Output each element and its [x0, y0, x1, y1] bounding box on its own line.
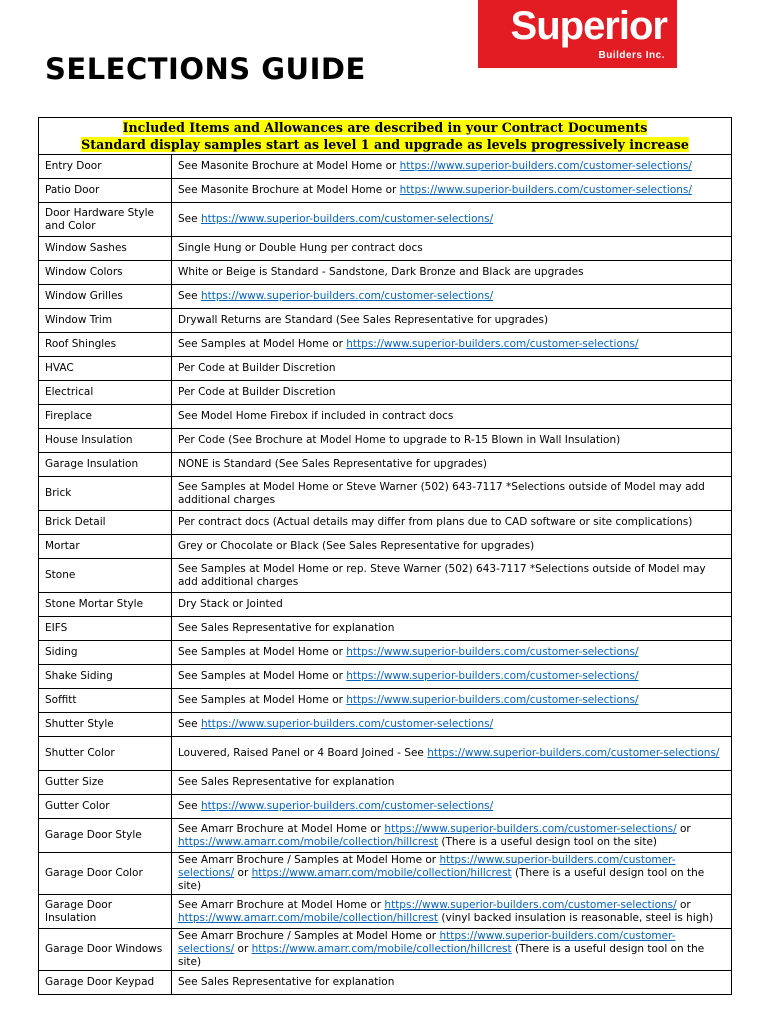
row-description: [172, 795, 732, 819]
selection-link[interactable]: https://www.amarr.com/mobile/collection/hillcrest: [178, 835, 439, 848]
row-label: House Insulation: [39, 429, 172, 453]
table-row: [39, 203, 732, 237]
description-text: (There is a useful design tool on the site): [438, 835, 658, 848]
description-text: See: [178, 213, 201, 225]
description-text: NONE is Standard (See Sales Representative for upgrades): [178, 458, 487, 470]
table-row: [39, 405, 732, 429]
table-row: [39, 713, 732, 737]
selection-link[interactable]: https://www.superior-builders.com/customer-selections/: [346, 670, 639, 682]
description-text: Louvered, Raised Panel or 4 Board Joined - See: [178, 747, 428, 759]
table-row: [39, 665, 732, 689]
row-label: Electrical: [39, 381, 172, 405]
description-text: Drywall Returns are Standard (See Sales Representative for upgrades): [178, 314, 549, 326]
row-description: [172, 429, 732, 453]
table-row: [39, 689, 732, 713]
row-description: [172, 237, 732, 261]
logo-subtitle: Builders Inc.: [598, 50, 665, 61]
row-description: [172, 261, 732, 285]
row-label: HVAC: [39, 357, 172, 381]
description-text: See Masonite Brochure at Model Home or: [178, 184, 400, 196]
selection-link[interactable]: https://www.superior-builders.com/customer-selections/: [427, 747, 720, 759]
table-row: [39, 333, 732, 357]
row-description: [172, 593, 732, 617]
selection-link[interactable]: https://www.superior-builders.com/customer-selections/: [384, 898, 677, 911]
table-row: [39, 593, 732, 617]
row-label: Window Trim: [39, 309, 172, 333]
row-description: [172, 853, 732, 895]
row-description: [172, 203, 732, 237]
row-description: [172, 771, 732, 795]
description-text: or: [234, 943, 252, 955]
table-row: [39, 179, 732, 203]
table-header-row: [39, 118, 732, 155]
table-row: [39, 285, 732, 309]
selections-table: [38, 117, 732, 995]
row-label: Stone: [39, 559, 172, 593]
company-logo: [478, 0, 677, 68]
row-label: Siding: [39, 641, 172, 665]
table-row: [39, 261, 732, 285]
table-row: [39, 477, 732, 511]
row-label: Window Grilles: [39, 285, 172, 309]
selection-link[interactable]: https://www.superior-builders.com/customer-selections/: [200, 718, 494, 730]
table-row: [39, 237, 732, 261]
row-description: [172, 617, 732, 641]
selection-link[interactable]: https://www.amarr.com/mobile/collection/hillcrest: [251, 867, 512, 879]
description-text: See Samples at Model Home or rep. Steve Warner (502) 643-7117 *Selections outside of Model may add additional charges: [178, 562, 706, 588]
table-row: [39, 641, 732, 665]
row-description: [172, 285, 732, 309]
row-description: [172, 309, 732, 333]
header-line-1: Included Items and Allowances are described in your Contract Documents: [122, 120, 648, 135]
table-row: [39, 895, 732, 929]
description-text: or: [234, 867, 252, 879]
selection-link[interactable]: https://www.superior-builders.com/customer-selections/: [399, 160, 692, 172]
description-text: Grey or Chocolate or Black (See Sales Representative for upgrades): [178, 540, 535, 552]
row-label: Window Sashes: [39, 237, 172, 261]
description-text: or: [676, 822, 691, 835]
description-text: Dry Stack or Jointed: [178, 598, 283, 610]
table-row: [39, 511, 732, 535]
table-row: [39, 453, 732, 477]
table-row: [39, 357, 732, 381]
row-description: [172, 405, 732, 429]
selection-link[interactable]: https://www.superior-builders.com/customer-selections/: [200, 800, 494, 812]
row-label: Mortar: [39, 535, 172, 559]
row-description: [172, 477, 732, 511]
description-text: See Samples at Model Home or: [178, 338, 347, 350]
table-row: [39, 819, 732, 853]
row-label: Garage Door Keypad: [39, 971, 172, 995]
description-text: See Amarr Brochure at Model Home or: [178, 898, 385, 911]
description-text: See Samples at Model Home or: [178, 670, 347, 682]
description-text: See Sales Representative for explanation: [178, 976, 395, 988]
row-description: [172, 381, 732, 405]
selection-link[interactable]: https://www.superior-builders.com/customer-selections/: [200, 213, 494, 225]
row-label: Stone Mortar Style: [39, 593, 172, 617]
row-description: [172, 559, 732, 593]
description-text: See Masonite Brochure at Model Home or: [178, 160, 400, 172]
selection-link[interactable]: https://www.superior-builders.com/customer-selections/: [346, 694, 639, 706]
description-text: (There is a useful design tool on the site): [178, 943, 705, 968]
selection-link[interactable]: https://www.superior-builders.com/customer-selections/: [399, 184, 692, 196]
row-label: Window Colors: [39, 261, 172, 285]
row-description: [172, 535, 732, 559]
table-row: [39, 429, 732, 453]
row-label: EIFS: [39, 617, 172, 641]
table-header: [39, 118, 732, 155]
description-text: See: [178, 800, 201, 812]
row-label: Entry Door: [39, 155, 172, 179]
row-label: Garage Door Style: [39, 819, 172, 853]
description-text: See Amarr Brochure at Model Home or: [178, 822, 385, 835]
header-line-2: Standard display samples start as level 1 and upgrade as levels progressively increase: [81, 137, 689, 152]
row-label: Garage Door Color: [39, 853, 172, 895]
selection-link[interactable]: https://www.superior-builders.com/customer-selections/: [346, 338, 639, 350]
row-description: [172, 929, 732, 971]
description-text: (vinyl backed insulation is reasonable, steel is high): [438, 911, 714, 924]
description-text: Per Code at Builder Discretion: [178, 362, 336, 374]
row-label: Brick Detail: [39, 511, 172, 535]
table-row: [39, 771, 732, 795]
description-text: White or Beige is Standard - Sandstone, Dark Bronze and Black are upgrades: [178, 266, 584, 278]
table-row: [39, 155, 732, 179]
description-text: Per Code (See Brochure at Model Home to upgrade to R-15 Blown in Wall Insulation): [178, 434, 621, 446]
row-label: Roof Shingles: [39, 333, 172, 357]
row-label: Garage Insulation: [39, 453, 172, 477]
row-label: Shake Siding: [39, 665, 172, 689]
selection-link[interactable]: https://www.superior-builders.com/customer-selections/: [346, 646, 639, 658]
selection-link[interactable]: https://www.superior-builders.com/customer-selections/: [200, 290, 494, 302]
table-row: [39, 617, 732, 641]
table-row: [39, 971, 732, 995]
row-description: [172, 511, 732, 535]
selection-link[interactable]: https://www.superior-builders.com/customer-selections/: [178, 854, 676, 879]
description-text: See Sales Representative for explanation: [178, 776, 395, 788]
row-label: Shutter Color: [39, 737, 172, 771]
description-text: See Amarr Brochure / Samples at Model Home or: [178, 854, 440, 866]
row-label: Gutter Size: [39, 771, 172, 795]
row-description: [172, 971, 732, 995]
row-description: [172, 689, 732, 713]
row-label: Gutter Color: [39, 795, 172, 819]
row-description: [172, 737, 732, 771]
row-description: [172, 641, 732, 665]
table-row: [39, 381, 732, 405]
row-label: Soffitt: [39, 689, 172, 713]
row-label: Garage Door Windows: [39, 929, 172, 971]
description-text: Per Code at Builder Discretion: [178, 386, 336, 398]
row-description: [172, 665, 732, 689]
selection-link[interactable]: https://www.superior-builders.com/customer-selections/: [384, 822, 677, 835]
description-text: Per contract docs (Actual details may differ from plans due to CAD software or site complications): [178, 516, 693, 528]
row-label: Patio Door: [39, 179, 172, 203]
description-text: See: [178, 718, 201, 730]
row-description: [172, 333, 732, 357]
row-description: [172, 357, 732, 381]
row-label: Garage Door Insulation: [39, 895, 172, 929]
selection-link[interactable]: https://www.amarr.com/mobile/collection/hillcrest: [178, 911, 439, 924]
description-text: See Sales Representative for explanation: [178, 622, 395, 634]
description-text: See: [178, 290, 201, 302]
table-row: [39, 559, 732, 593]
description-text: See Samples at Model Home or Steve Warner (502) 643-7117 *Selections outside of Model may add additional charges: [178, 480, 705, 506]
table-row: [39, 795, 732, 819]
table-row: [39, 853, 732, 895]
description-text: See Model Home Firebox if included in contract docs: [178, 410, 454, 422]
row-description: [172, 453, 732, 477]
page-title: SELECTIONS GUIDE: [45, 52, 366, 86]
table-row: [39, 309, 732, 333]
row-description: [172, 819, 732, 853]
row-description: [172, 155, 732, 179]
selection-link[interactable]: https://www.superior-builders.com/customer-selections/: [178, 930, 676, 955]
logo-brand: Superior: [510, 4, 667, 48]
row-label: Shutter Style: [39, 713, 172, 737]
description-text: or: [676, 898, 691, 911]
description-text: See Samples at Model Home or: [178, 646, 347, 658]
description-text: See Samples at Model Home or: [178, 694, 347, 706]
table-row: [39, 929, 732, 971]
description-text: See Amarr Brochure / Samples at Model Home or: [178, 930, 440, 942]
row-description: [172, 713, 732, 737]
row-label: Brick: [39, 477, 172, 511]
row-label: Door Hardware Style and Color: [39, 203, 172, 237]
row-description: [172, 179, 732, 203]
selection-link[interactable]: https://www.amarr.com/mobile/collection/hillcrest: [251, 943, 512, 955]
row-label: Fireplace: [39, 405, 172, 429]
row-description: [172, 895, 732, 929]
table-row: [39, 535, 732, 559]
table-row: [39, 737, 732, 771]
description-text: (There is a useful design tool on the site): [178, 867, 705, 892]
description-text: Single Hung or Double Hung per contract docs: [178, 242, 423, 254]
